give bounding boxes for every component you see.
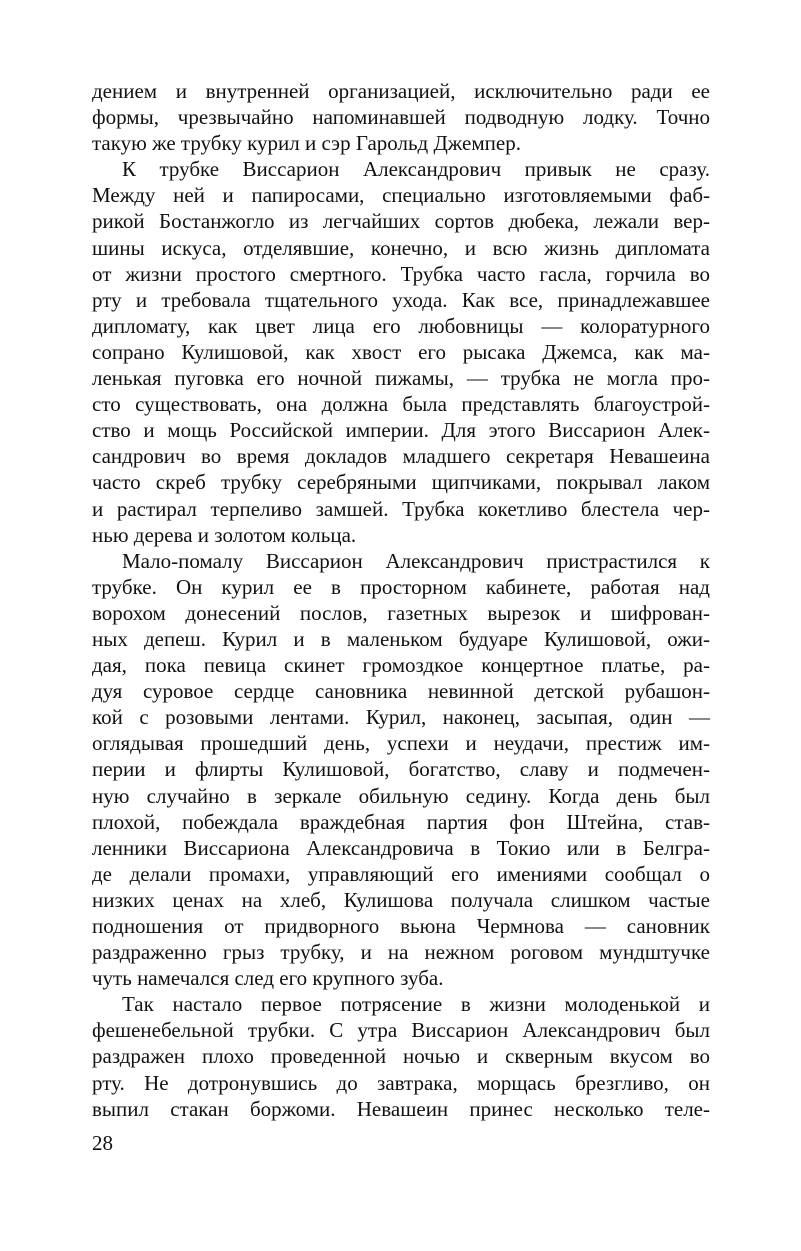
text-line: трубке. Он курил ее в просторном кабинете, работая над — [92, 574, 710, 599]
text-line: формы, чрезвычайно напоминавшей подводную лодку. Точно — [92, 105, 710, 130]
text-line: де делали промахи, управляющий его имениями сообщал о — [92, 861, 710, 886]
page-number: 28 — [92, 1131, 113, 1155]
paragraph — [92, 156, 710, 547]
text-line: дением и внутренней организацией, исключительно ради ее — [92, 79, 710, 103]
text-line: такую же трубку курил и сэр Гарольд Джемпер. — [92, 131, 521, 156]
text-line: ленники Виссариона Александровича в Токио или в Белгра- — [92, 835, 710, 860]
text-line: чуть намечался след его крупного зуба. — [92, 966, 444, 991]
text-line: рикой Бостанжогло из легчайших сортов дюбека, лежали вер- — [92, 209, 710, 234]
text-line: ворохом донесений послов, газетных вырезок и шифрован- — [92, 600, 710, 625]
text-line: рту и требовала тщательного ухода. Как все, принадлежавшее — [92, 287, 710, 312]
text-line: кой с розовыми лентами. Курил, наконец, засыпая, один — — [92, 705, 710, 730]
text-line: дипломату, как цвет лица его любовницы — колоратурного — [92, 313, 710, 338]
text-line: раздраженно грыз трубку, и на нежном роговом мундштучке — [92, 940, 710, 965]
text-line: дая, пока певица скинет громоздкое концертное платье, ра- — [92, 653, 710, 678]
body-text — [92, 78, 710, 1122]
text-line: и растирал терпеливо замшей. Трубка кокетливо блестела чер- — [92, 496, 710, 521]
text-line: ную случайно в зеркале обильную седину. Когда день был — [92, 783, 710, 808]
paragraph — [92, 78, 710, 156]
text-line: низких ценах на хлеб, Кулишова получала слишком частые — [92, 887, 710, 912]
text-line: ство и мощь Российской империи. Для этого Виссарион Алек- — [92, 418, 710, 443]
text-line: сопрано Кулишовой, как хвост его рысака Джемса, как ма- — [92, 339, 710, 364]
text-line: оглядывая прошедший день, успехи и неудачи, престиж им- — [92, 731, 710, 756]
text-line: Мало-помалу Виссарион Александрович пристрастился к — [122, 548, 710, 573]
text-line: Между ней и папиросами, специально изготовляемыми фаб- — [92, 183, 710, 208]
text-line: выпил стакан боржоми. Невашеин принес несколько теле- — [92, 1096, 710, 1121]
text-line: плохой, побеждала враждебная партия фон Штейна, став- — [92, 809, 710, 834]
text-line: сто существовать, она должна была представлять благоустрой- — [92, 392, 710, 417]
text-line: шины искуса, отделявшие, конечно, и всю жизнь дипломата — [92, 235, 710, 260]
text-line: часто скреб трубку серебряными щипчиками, покрывал лаком — [92, 470, 710, 495]
text-line: К трубке Виссарион Александрович привык не сразу. — [122, 157, 710, 182]
text-line: ных депеш. Курил и в маленьком будуаре Кулишовой, ожи- — [92, 626, 710, 651]
text-line: Так настало первое потрясение в жизни молоденькой и — [122, 992, 710, 1017]
text-line: нью дерева и золотом кольца. — [92, 522, 357, 547]
text-line: рту. Не дотронувшись до завтрака, морщась брезгливо, он — [92, 1070, 710, 1095]
text-line: ленькая пуговка его ночной пижамы, — трубка не могла про- — [92, 366, 710, 391]
text-line: от жизни простого смертного. Трубка часто гасла, горчила во — [92, 261, 710, 286]
paragraph — [92, 548, 710, 992]
text-line: дуя суровое сердце сановника невинной детской рубашон- — [92, 679, 710, 704]
text-line: сандрович во время докладов младшего секретаря Невашеина — [92, 444, 710, 469]
paragraph — [92, 991, 710, 1121]
text-line: раздражен плохо проведенной ночью и скверным вкусом во — [92, 1044, 710, 1069]
text-line: перии и флирты Кулишовой, богатство, славу и подмечен- — [92, 757, 710, 782]
text-line: подношения от придворного вьюна Чермнова — сановник — [92, 914, 710, 938]
text-line: фешенебельной трубки. С утра Виссарион Александрович был — [92, 1018, 710, 1043]
